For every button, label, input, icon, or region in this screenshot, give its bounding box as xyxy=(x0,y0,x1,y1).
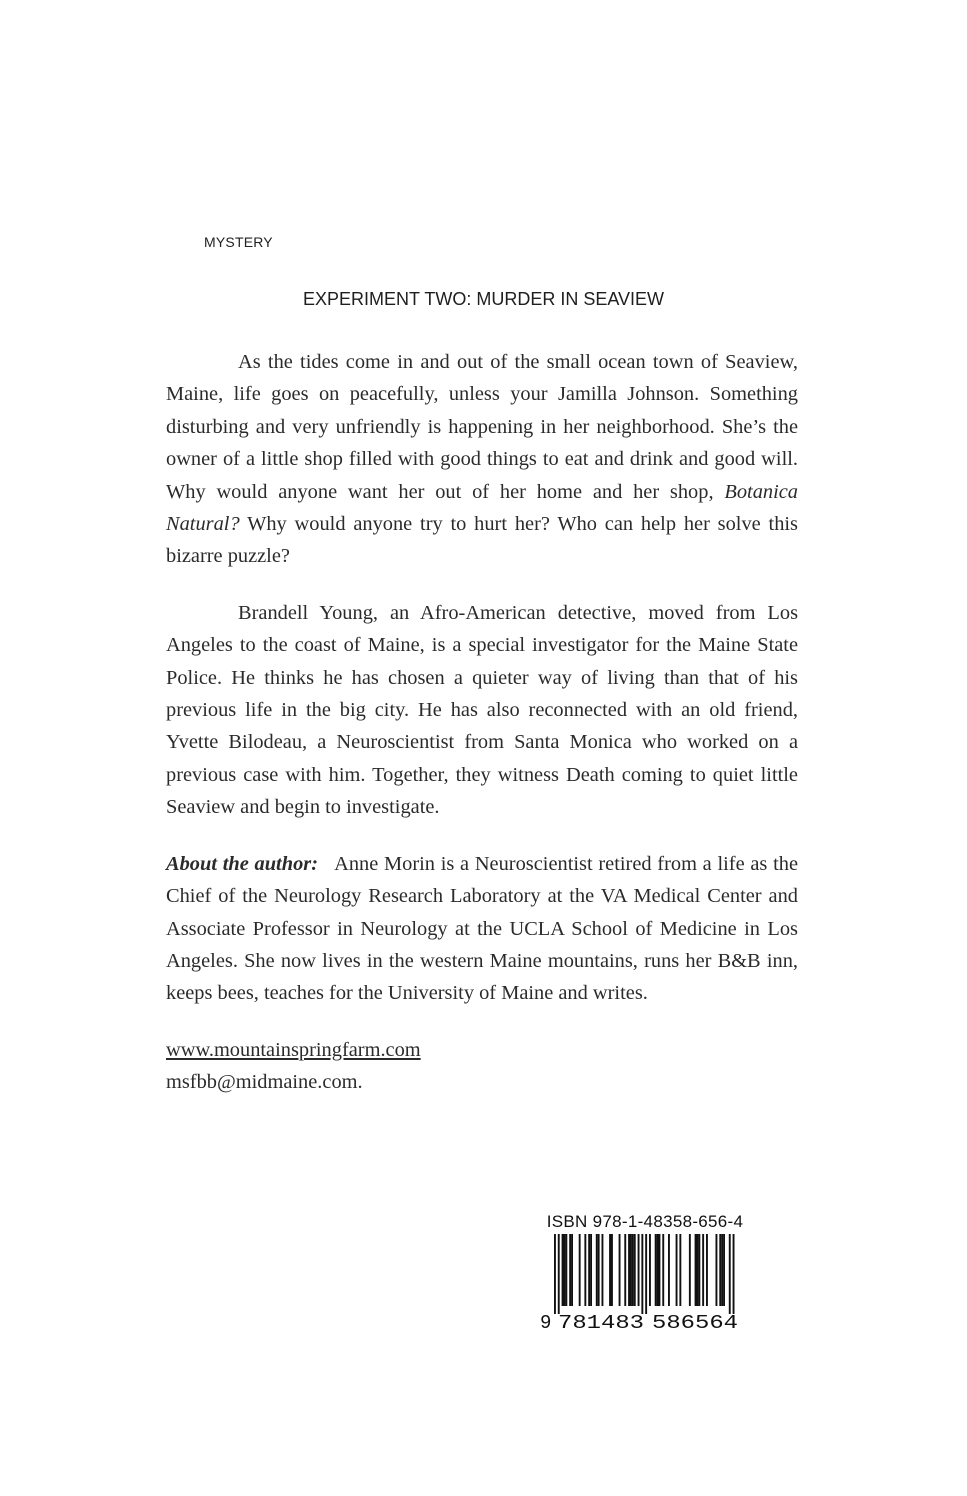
synopsis-text-b: Why would anyone try to hurt her? Who can help her solve this bizarre puzzle? xyxy=(166,513,798,568)
barcode-bar xyxy=(729,1234,731,1314)
barcode-bar xyxy=(638,1234,640,1306)
barcode-digit-lead: 9 xyxy=(540,1312,552,1332)
barcode-bar xyxy=(723,1234,725,1306)
barcode-bar xyxy=(619,1234,621,1306)
barcode-bar xyxy=(565,1234,567,1306)
barcode-bar xyxy=(632,1234,634,1306)
barcode-bar xyxy=(655,1234,657,1306)
synopsis-paragraph-1 xyxy=(166,346,798,573)
barcode-bar xyxy=(641,1234,643,1314)
barcode-bar xyxy=(564,1234,566,1306)
barcode-bar xyxy=(697,1234,699,1306)
barcode-bar xyxy=(611,1234,613,1306)
barcode-bar xyxy=(668,1234,670,1306)
barcode-bar xyxy=(679,1234,681,1306)
barcode-graphic xyxy=(538,1234,752,1332)
barcode-bar xyxy=(702,1234,704,1306)
contact-block xyxy=(166,1034,798,1099)
barcode-bar xyxy=(569,1234,571,1306)
barcode-bar xyxy=(695,1234,697,1306)
barcode-bar xyxy=(630,1234,632,1306)
barcode-bar xyxy=(628,1234,630,1306)
barcode-bar xyxy=(584,1234,586,1306)
barcode-bar xyxy=(662,1234,664,1306)
barcode-bar xyxy=(657,1234,659,1306)
about-author-label: About the author: xyxy=(166,852,318,875)
about-author-paragraph xyxy=(166,848,798,1010)
barcode-bar xyxy=(579,1234,581,1306)
barcode-bar xyxy=(634,1234,636,1306)
barcode-bar xyxy=(733,1234,735,1314)
barcode-bar xyxy=(719,1234,721,1306)
barcode-bar xyxy=(571,1234,573,1306)
barcode-bar xyxy=(624,1234,626,1306)
about-author-text: Anne Morin is a Neuroscientist retired from a life as the Chief of the Neurology Research Laboratory at the VA Medical Center and Associate Professor in Neurology at the UCLA School of Medicine in Los Angeles. She now lives in the western Maine mountains, runs her B&B inn, keeps bees, teaches for the University of Maine and writes. xyxy=(166,852,799,1005)
barcode-bar xyxy=(598,1234,600,1306)
book-title: EXPERIMENT TWO: MURDER IN SEAVIEW xyxy=(302,289,665,309)
genre-label: MYSTERY xyxy=(204,234,273,250)
barcode-bar xyxy=(698,1234,700,1306)
barcode-bar xyxy=(716,1234,718,1306)
back-cover-text xyxy=(166,346,798,1099)
barcode-bar xyxy=(590,1234,592,1306)
website-link[interactable]: www.mountainspringfarm.com xyxy=(166,1038,421,1061)
barcode-bar xyxy=(588,1234,590,1306)
barcode-bar xyxy=(645,1234,647,1314)
email-address: msfbb@midmaine.com. xyxy=(166,1071,363,1094)
isbn-barcode xyxy=(538,1212,752,1332)
barcode-bar xyxy=(689,1234,691,1306)
isbn-label: ISBN 978-1-48358-656-4 xyxy=(546,1212,744,1231)
synopsis-text-a: As the tides come in and out of the small ocean town of Seaview, Maine, life goes on peacefully, unless your Jamilla Johnson. Something disturbing and very unfriendly is happening in her neighborhood. She’s the owner of a little shop filled with good things to eat and drink and good will. Why would anyone want her out of her home and her shop, xyxy=(166,351,798,503)
barcode-bar xyxy=(721,1234,723,1306)
barcode-bar xyxy=(649,1234,651,1306)
barcode-bar xyxy=(659,1234,661,1306)
barcode-bar xyxy=(558,1234,560,1314)
barcode-bar xyxy=(706,1234,708,1306)
barcode-bar xyxy=(676,1234,678,1306)
barcode-digits-left: 781483 xyxy=(558,1312,644,1332)
barcode-bar xyxy=(596,1234,598,1306)
barcode-digits-right: 586564 xyxy=(652,1312,738,1332)
barcode-bar xyxy=(602,1234,604,1306)
barcode-bar xyxy=(609,1234,611,1306)
synopsis-paragraph-2: Brandell Young, an Afro-American detective, moved from Los Angeles to the coast of Maine, is a special investigator for the Maine State Police. He thinks he has chosen a quieter way of living than that of his previous life in the big city. He has also reconnected with an old friend, Yvette Bilodeau, a Neuroscientist from Santa Monica who worked on a previous case with him. Together, they witness Death coming to quiet little Seaview and begin to investigate. xyxy=(166,601,798,819)
shop-name: Botanica Natural? xyxy=(166,480,798,536)
barcode-bar xyxy=(554,1234,556,1314)
barcode-bar xyxy=(562,1234,564,1306)
